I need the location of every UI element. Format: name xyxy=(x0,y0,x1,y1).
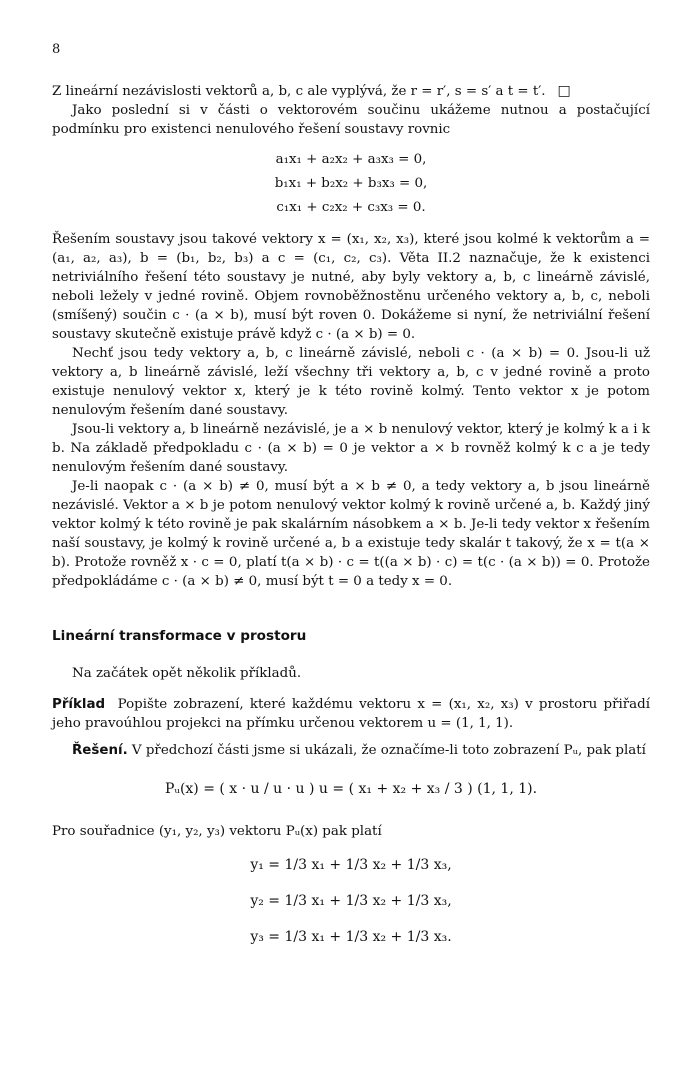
coordinate-line: y₃ = 1/3 x₁ + 1/3 x₂ + 1/3 x₃. xyxy=(250,929,452,945)
equation-line: b₁x₁ + b₂x₂ + b₃x₃ = 0, xyxy=(274,176,428,191)
paragraph-1-text: Z lineární nezávislosti vektorů a, b, c ale vyplývá, že r = r′, s = s′ a t = t′. xyxy=(52,84,546,99)
example xyxy=(52,695,650,733)
paragraph-8: Pro souřadnice (y₁, y₂, y₃) vektoru Pᵤ(x) pak platí xyxy=(52,824,382,839)
paragraph-6: Je-li naopak c · (a × b) ≠ 0, musí být a × b ≠ 0, a tedy vektory a, b jsou lineárně nezávislé. Vektor a × b je potom nenulový vektor kolmý k rovině určené a, b. Každý jiný vektor kolmý k této rovině je pak skalárním násobkem a × b. Je-li tedy vektor x řešením naší soustavy, je kolmý k rovině určené a, b a existuje tedy skalár t takový, že x = t(a × b). Protože rovněž x · c = 0, platí t(a × b) · c = t((a × b) · c) = t(c · (a × b)) = 0. Protože předpokládáme c · (a × b) ≠ 0, musí být t = 0 a tedy x = 0. xyxy=(52,479,650,589)
qed-symbol: □ xyxy=(557,83,571,99)
paragraph-7: Na začátek opět několik příkladů. xyxy=(72,666,302,681)
coordinate-line: y₂ = 1/3 x₁ + 1/3 x₂ + 1/3 x₃, xyxy=(250,893,452,909)
solution-label: Řešení. xyxy=(72,743,128,758)
example-text: Popište zobrazení, které každému vektoru x = (x₁, x₂, x₃) v prostoru přiřadí jeho pravoúhlou projekci na přímku určenou vektorem u = (1, 1, 1). xyxy=(52,697,650,731)
solution xyxy=(52,741,650,760)
paragraph-3: Řešením soustavy jsou takové vektory x = (x₁, x₂, x₃), které jsou kolmé k vektorům a = (a₁, a₂, a₃), b = (b₁, b₂, b₃) a c = (c₁, c₂, c₃). Věta II.2 naznačuje, že k existenci netriviálního řešení této soustavy je nutné, aby byly vektory a, b, c lineárně závislé, neboli ležely v jedné rovině. Objem rovnoběžnostěnu určeného vektory a, b, c, neboli (smíšený) součin c · (a × b), musí být roven 0. Dokážeme si nyní, že netriviální řešení soustavy skutečně existuje právě když c · (a × b) = 0. xyxy=(52,232,650,342)
section-title: Lineární transformace v prostoru xyxy=(52,628,307,644)
page-number: 8 xyxy=(52,42,61,57)
page-content xyxy=(52,82,650,955)
equation-line: a₁x₁ + a₂x₂ + a₃x₃ = 0, xyxy=(275,152,427,167)
example-label: Příklad xyxy=(52,697,106,712)
paragraph-5: Jsou-li vektory a, b lineárně nezávislé, je a × b nenulový vektor, který je kolmý k a i k b. Na základě předpokladu c · (a × b) = 0 je vektor a × b rovněž kolmý k c a je tedy nenulovým řešením dané soustavy. xyxy=(52,422,650,475)
paragraph-2: Jako poslední si v části o vektorovém součinu ukážeme nutnou a postačující podmínku pro existenci nenulového řešení soustavy rovnic xyxy=(52,103,650,137)
coordinate-equations xyxy=(52,847,650,955)
projection-formula: Pᵤ(x) = ( x · u / u · u ) u = ( x₁ + x₂ + x₃ / 3 ) (1, 1, 1). xyxy=(164,781,538,797)
equation-line: c₁x₁ + c₂x₂ + c₃x₃ = 0. xyxy=(276,200,426,215)
solution-text: V předchozí části jsme si ukázali, že označíme-li toto zobrazení Pᵤ, pak platí xyxy=(131,743,646,758)
paragraph-1 xyxy=(52,82,650,101)
coordinate-line: y₁ = 1/3 x₁ + 1/3 x₂ + 1/3 x₃, xyxy=(250,857,452,873)
equation-system xyxy=(52,148,650,220)
paragraph-4: Nechť jsou tedy vektory a, b, c lineárně závislé, neboli c · (a × b) = 0. Jsou-li už vektory a, b lineárně závislé, leží všechny tři vektory a, b, c v jedné rovině a proto existuje nenulový vektor x, který je k této rovině kolmý. Tento vektor x je potom nenulovým řešením dané soustavy. xyxy=(52,346,650,418)
